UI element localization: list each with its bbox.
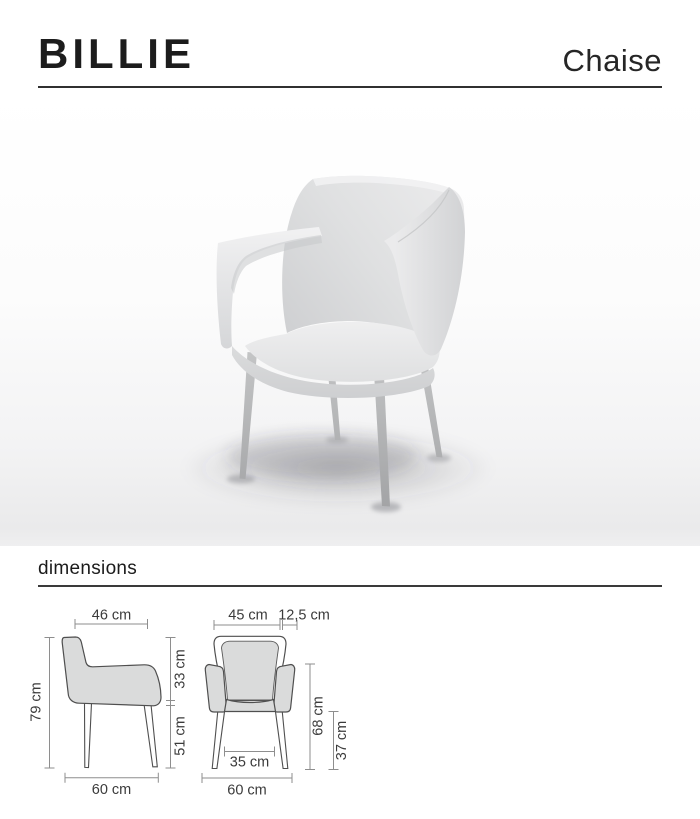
side-view-drawing	[62, 637, 161, 768]
dim-side-total-depth-label: 60 cm	[91, 782, 132, 798]
side-front-leg	[144, 704, 157, 767]
side-back-leg	[85, 703, 92, 768]
dim-front-total-width	[202, 773, 292, 799]
dim-front-armrest-width	[278, 608, 330, 631]
dim-front-back-width	[214, 608, 280, 631]
side-view-legs	[85, 703, 158, 768]
dim-side-total-height-label: 79 cm	[28, 682, 45, 722]
dim-front-seat-height	[329, 712, 351, 770]
dim-side-total-height	[29, 638, 55, 769]
front-back-cushion	[222, 641, 279, 700]
dim-front-total-width-label: 60 cm	[227, 782, 267, 799]
chair-render	[0, 90, 700, 546]
front-left-armrest	[205, 665, 226, 713]
header-divider	[38, 86, 662, 88]
dim-side-top-depth	[75, 608, 148, 630]
dim-front-back-width-label: 45 cm	[228, 607, 268, 624]
side-view-body	[62, 637, 161, 706]
front-right-leg-drawing	[275, 711, 287, 769]
dim-front-armrest-width-label: 12,5 cm	[278, 607, 330, 624]
dim-front-armrest-height	[305, 664, 327, 770]
dim-side-total-depth	[65, 773, 158, 798]
dimensions-section-title: dimensions	[38, 558, 138, 579]
dim-side-back-height-label: 33 cm	[172, 649, 189, 689]
dim-side-top-depth-label: 46 cm	[91, 607, 132, 624]
product-type: Chaise	[562, 43, 662, 78]
dim-front-armrest-height-label: 68 cm	[310, 696, 327, 736]
front-left-leg-drawing	[212, 711, 224, 769]
dim-side-seat-floor-height-label: 51 cm	[172, 716, 189, 756]
dim-front-seat-height-label: 37 cm	[334, 720, 350, 761]
dim-front-inner-leg-span-label: 35 cm	[229, 754, 270, 771]
product-name: BILLIE	[38, 30, 195, 77]
dimension-drawings	[0, 586, 700, 819]
dim-side-split-heights	[166, 638, 189, 769]
front-right-armrest	[274, 665, 295, 713]
dim-front-inner-leg-span	[225, 747, 275, 771]
front-seat-band	[225, 700, 276, 712]
product-photo	[0, 90, 700, 546]
front-view-drawing	[205, 636, 294, 768]
